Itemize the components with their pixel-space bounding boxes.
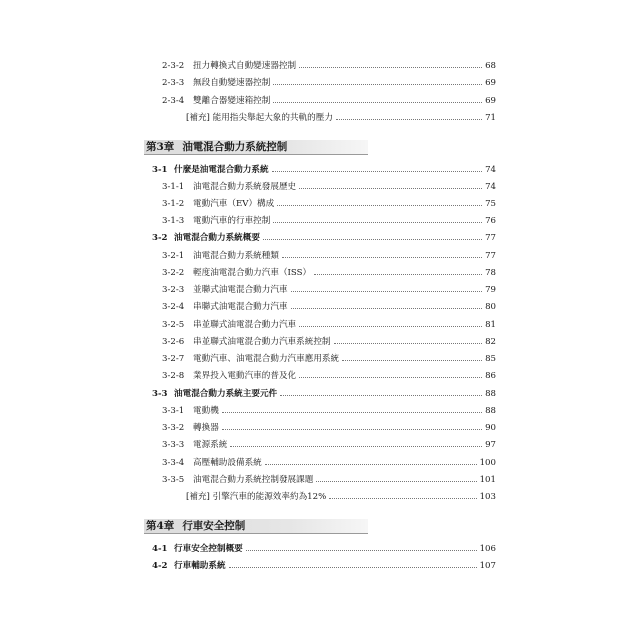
entry-page: 69: [485, 78, 496, 88]
section-number: 4-1: [152, 544, 168, 554]
entry-page: 77: [485, 251, 496, 261]
entry-page: 82: [485, 337, 496, 347]
entry-title: 電動汽車（EV）構成: [193, 199, 275, 209]
chapter-underline: [144, 533, 368, 534]
entry-title: 輕度油電混合動力汽車（ISS）: [193, 268, 312, 278]
section-title: 油電混合動力系統主要元件: [174, 389, 278, 399]
toc-section[interactable]: [152, 542, 496, 556]
entry-page: 74: [485, 182, 496, 192]
toc-entry[interactable]: [162, 249, 496, 263]
entry-title: 串聯式油電混合動力汽車: [193, 302, 288, 312]
entry-number: 3-2-8: [162, 371, 185, 381]
toc-entry[interactable]: [162, 473, 496, 487]
entry-page: 75: [485, 199, 496, 209]
entry-page: 79: [485, 285, 496, 295]
section-number: 3-1: [152, 165, 168, 175]
entry-page: 78: [485, 268, 496, 278]
toc-entry[interactable]: [162, 94, 496, 108]
entry-title: 並聯式油電混合動力汽車: [193, 285, 288, 295]
toc-entry[interactable]: [162, 369, 496, 383]
dot-leader: [273, 222, 482, 223]
entry-number: 3-2-6: [162, 337, 185, 347]
entry-page: 88: [485, 406, 496, 416]
dot-leader: [316, 481, 476, 482]
section-number: 3-2: [152, 233, 168, 243]
entry-page: 100: [479, 458, 496, 468]
dot-leader: [277, 205, 482, 206]
entry-number: 3-3-2: [162, 423, 185, 433]
entry-title: 業界投入電動汽車的普及化: [193, 371, 297, 381]
dot-leader: [230, 446, 482, 447]
dot-leader: [299, 377, 482, 378]
chapter-title: 行車安全控制: [182, 520, 246, 532]
dot-leader: [299, 188, 482, 189]
toc-entry[interactable]: [162, 283, 496, 297]
entry-title: 雙離合器變速箱控制: [193, 96, 271, 106]
section-title: 什麼是油電混合動力系統: [174, 165, 269, 175]
chapter-heading[interactable]: [144, 519, 368, 533]
toc-section[interactable]: [152, 387, 496, 401]
entry-number: 2-3-2: [162, 61, 185, 71]
entry-page: 71: [485, 113, 496, 123]
entry-number: 2-3-3: [162, 78, 185, 88]
entry-title: 無段自動變速器控制: [193, 78, 271, 88]
toc-entry[interactable]: [162, 214, 496, 228]
dot-leader: [299, 326, 482, 327]
entry-number: 3-2-1: [162, 251, 185, 261]
entry-number: 3-2-7: [162, 354, 185, 364]
section-number: 3-3: [152, 389, 168, 399]
dot-leader: [336, 119, 482, 120]
section-number: 4-2: [152, 561, 168, 571]
entry-number: 3-1-2: [162, 199, 185, 209]
toc-entry[interactable]: [162, 421, 496, 435]
toc-entry[interactable]: [162, 59, 496, 73]
section-title: 行車安全控制概要: [174, 544, 243, 554]
entry-number: 3-2-3: [162, 285, 185, 295]
entry-number: 3-3-4: [162, 458, 185, 468]
entry-title: 電動汽車、油電混合動力汽車應用系統: [193, 354, 340, 364]
dot-leader: [263, 239, 482, 240]
toc-section[interactable]: [152, 163, 496, 177]
dot-leader: [282, 257, 482, 258]
entry-number: 3-1-1: [162, 182, 185, 192]
entry-page: 103: [479, 492, 496, 502]
chapter-underline: [144, 154, 368, 155]
entry-page: 74: [485, 165, 496, 175]
dot-leader: [280, 395, 482, 396]
entry-page: 86: [485, 371, 496, 381]
entry-number: 3-3-5: [162, 475, 185, 485]
entry-title: 高壓輔助設備系統: [193, 458, 262, 468]
chapter-heading[interactable]: [144, 140, 368, 154]
toc-entry[interactable]: [162, 352, 496, 366]
chapter-number: 第3章: [146, 141, 175, 153]
entry-title: 油電混合動力系統發展歷史: [193, 182, 297, 192]
entry-title: 電源系統: [193, 440, 228, 450]
toc-entry[interactable]: [162, 300, 496, 314]
entry-page: 88: [485, 389, 496, 399]
section-title: 油電混合動力系統概要: [174, 233, 260, 243]
dot-leader: [273, 84, 482, 85]
entry-page: 68: [485, 61, 496, 71]
dot-leader: [342, 360, 482, 361]
entry-title: 轉換器: [193, 423, 219, 433]
entry-page: 97: [485, 440, 496, 450]
entry-title: 電動機: [193, 406, 219, 416]
entry-title: 串並聯式油電混合動力汽車系統控制: [193, 337, 331, 347]
toc-entry[interactable]: [162, 404, 496, 418]
entry-number: 3-2-4: [162, 302, 185, 312]
entry-number: 3-3-3: [162, 440, 185, 450]
entry-number: 3-3-1: [162, 406, 185, 416]
dot-leader: [273, 102, 482, 103]
entry-page: 85: [485, 354, 496, 364]
toc-section[interactable]: [152, 231, 496, 245]
entry-page: 80: [485, 302, 496, 312]
toc-section[interactable]: [152, 559, 496, 573]
dot-leader: [314, 274, 482, 275]
entry-page: 81: [485, 320, 496, 330]
dot-leader: [291, 291, 483, 292]
toc-entry[interactable]: [162, 197, 496, 211]
dot-leader: [329, 498, 476, 499]
chapter-title: 油電混合動力系統控制: [182, 141, 288, 153]
dot-leader: [265, 464, 477, 465]
entry-number: 3-2-2: [162, 268, 185, 278]
entry-title: 串並聯式油電混合動力汽車: [193, 320, 297, 330]
toc-supplement-entry[interactable]: [186, 111, 496, 125]
toc-entry[interactable]: [162, 456, 496, 470]
dot-leader: [299, 67, 482, 68]
entry-title: 電動汽車的行車控制: [193, 216, 271, 226]
entry-page: 101: [479, 475, 496, 485]
entry-page: 76: [485, 216, 496, 226]
entry-page: 69: [485, 96, 496, 106]
dot-leader: [246, 550, 477, 551]
dot-leader: [222, 412, 482, 413]
entry-title: 油電混合動力系統控制發展課題: [193, 475, 314, 485]
toc-entry[interactable]: [162, 438, 496, 452]
dot-leader: [229, 567, 477, 568]
entry-page: 77: [485, 233, 496, 243]
entry-page: 107: [479, 561, 496, 571]
entry-number: 3-1-3: [162, 216, 185, 226]
entry-page: 106: [479, 544, 496, 554]
entry-title: 扭力轉換式自動變速器控制: [193, 61, 297, 71]
dot-leader: [334, 343, 483, 344]
toc-entry[interactable]: [162, 335, 496, 349]
entry-page: 90: [485, 423, 496, 433]
toc-entry[interactable]: [162, 266, 496, 280]
section-title: 行車輔助系統: [174, 561, 226, 571]
toc-entry[interactable]: [162, 180, 496, 194]
supplement-title: [補充] 能用指尖舉起大象的共軌的壓力: [186, 113, 333, 123]
dot-leader: [222, 429, 482, 430]
toc-entry[interactable]: [162, 76, 496, 90]
entry-number: 2-3-4: [162, 96, 185, 106]
supplement-title: [補充] 引擎汽車的能源效率約為12%: [186, 492, 327, 502]
chapter-number: 第4章: [146, 520, 175, 532]
dot-leader: [272, 171, 483, 172]
toc-supplement-entry[interactable]: [186, 490, 496, 504]
toc-entry[interactable]: [162, 318, 496, 332]
entry-title: 油電混合動力系統種類: [193, 251, 279, 261]
dot-leader: [291, 308, 483, 309]
entry-number: 3-2-5: [162, 320, 185, 330]
